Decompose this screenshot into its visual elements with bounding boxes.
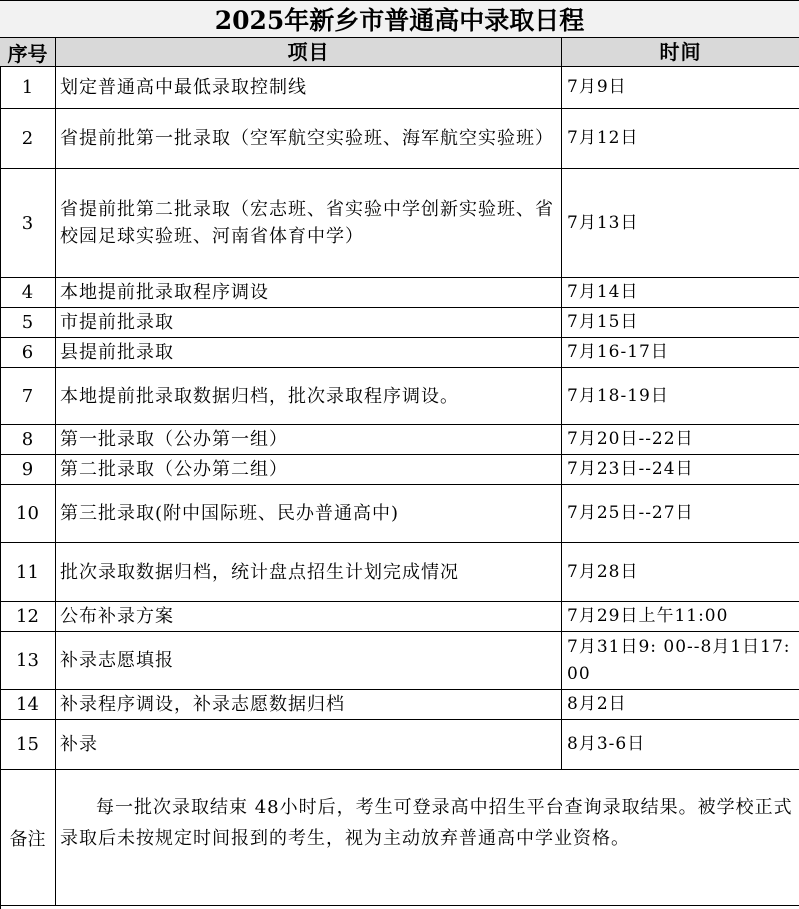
notes-label: 备注 [0, 770, 56, 905]
row-no: 9 [0, 455, 56, 484]
row-item: 县提前批录取 [56, 338, 562, 367]
row-time: 7月12日 [567, 128, 639, 148]
table-row [0, 690, 799, 720]
row-item: 补录志愿填报 [56, 632, 562, 689]
table-row [0, 602, 799, 632]
row-no: 13 [0, 632, 56, 689]
row-item: 省提前批第一批录取（空军航空实验班、海军航空实验班） [56, 109, 562, 168]
row-item: 第一批录取（公办第一组） [56, 425, 562, 454]
row-time: 7月18-19日 [567, 385, 669, 406]
row-no: 15 [0, 720, 56, 769]
table-title: 2025年新乡市普通高中录取日程 [0, 0, 799, 38]
row-no: 4 [0, 278, 56, 307]
header-time: 时间 [659, 39, 702, 64]
table-row [0, 720, 799, 770]
row-no: 10 [0, 485, 56, 542]
header-no: 序号 [0, 38, 56, 66]
table-row [0, 308, 799, 338]
row-time: 7月23日--24日 [567, 459, 694, 479]
notes-text: 每一批次录取结束 48小时后，考生可登录高中招生平台查询录取结果。被学校正式录取后未按规定时间报到的考生，视为主动放弃普通高中学业资格。 [60, 797, 793, 849]
row-no: 6 [0, 338, 56, 367]
row-no: 12 [0, 602, 56, 631]
row-item: 第二批录取（公办第二组） [56, 455, 562, 484]
row-no: 5 [0, 308, 56, 337]
row-item: 划定普通高中最低录取控制线 [56, 67, 562, 108]
table-row [0, 67, 799, 109]
row-time: 7月13日 [567, 212, 639, 233]
row-time: 7月25日--27日 [567, 503, 694, 523]
row-item: 补录 [56, 720, 562, 769]
table-row [0, 632, 799, 690]
table-row [0, 278, 799, 308]
table-row [0, 338, 799, 368]
row-time: 7月20日--22日 [567, 429, 694, 449]
row-item: 公布补录方案 [56, 602, 562, 631]
notes-row [0, 770, 799, 906]
table-row [0, 169, 799, 278]
table-row [0, 368, 799, 425]
row-item: 市提前批录取 [56, 308, 562, 337]
row-no: 3 [0, 169, 56, 277]
table-header [0, 38, 799, 67]
row-no: 14 [0, 690, 56, 719]
row-time: 7月29日上午11:00 [567, 606, 729, 626]
row-time: 7月9日 [567, 77, 627, 97]
row-item: 补录程序调设，补录志愿数据归档 [56, 690, 562, 719]
row-item: 本地提前批录取数据归档，批次录取程序调设。 [56, 368, 562, 424]
row-time: 7月28日 [567, 561, 639, 582]
table-row [0, 543, 799, 602]
row-no: 11 [0, 543, 56, 601]
table-row [0, 425, 799, 455]
row-time: 7月31日9: 00--8月1日17: 00 [567, 636, 791, 684]
header-item: 项目 [56, 38, 562, 66]
row-item: 第三批录取(附中国际班、民办普通高中) [56, 485, 562, 542]
table-row [0, 109, 799, 169]
row-time: 8月2日 [567, 694, 627, 714]
table-row [0, 455, 799, 485]
row-item: 省提前批第二批录取（宏志班、省实验中学创新实验班、省校园足球实验班、河南省体育中学） [56, 169, 562, 277]
table-row [0, 485, 799, 543]
row-no: 7 [0, 368, 56, 424]
row-time: 7月14日 [567, 282, 639, 302]
row-no: 1 [0, 67, 56, 108]
row-time: 7月15日 [567, 312, 639, 332]
row-no: 8 [0, 425, 56, 454]
row-time: 8月3-6日 [567, 734, 646, 754]
row-time: 7月16-17日 [567, 342, 669, 362]
row-item: 本地提前批录取程序调设 [56, 278, 562, 307]
row-item: 批次录取数据归档，统计盘点招生计划完成情况 [56, 543, 562, 601]
row-no: 2 [0, 109, 56, 168]
